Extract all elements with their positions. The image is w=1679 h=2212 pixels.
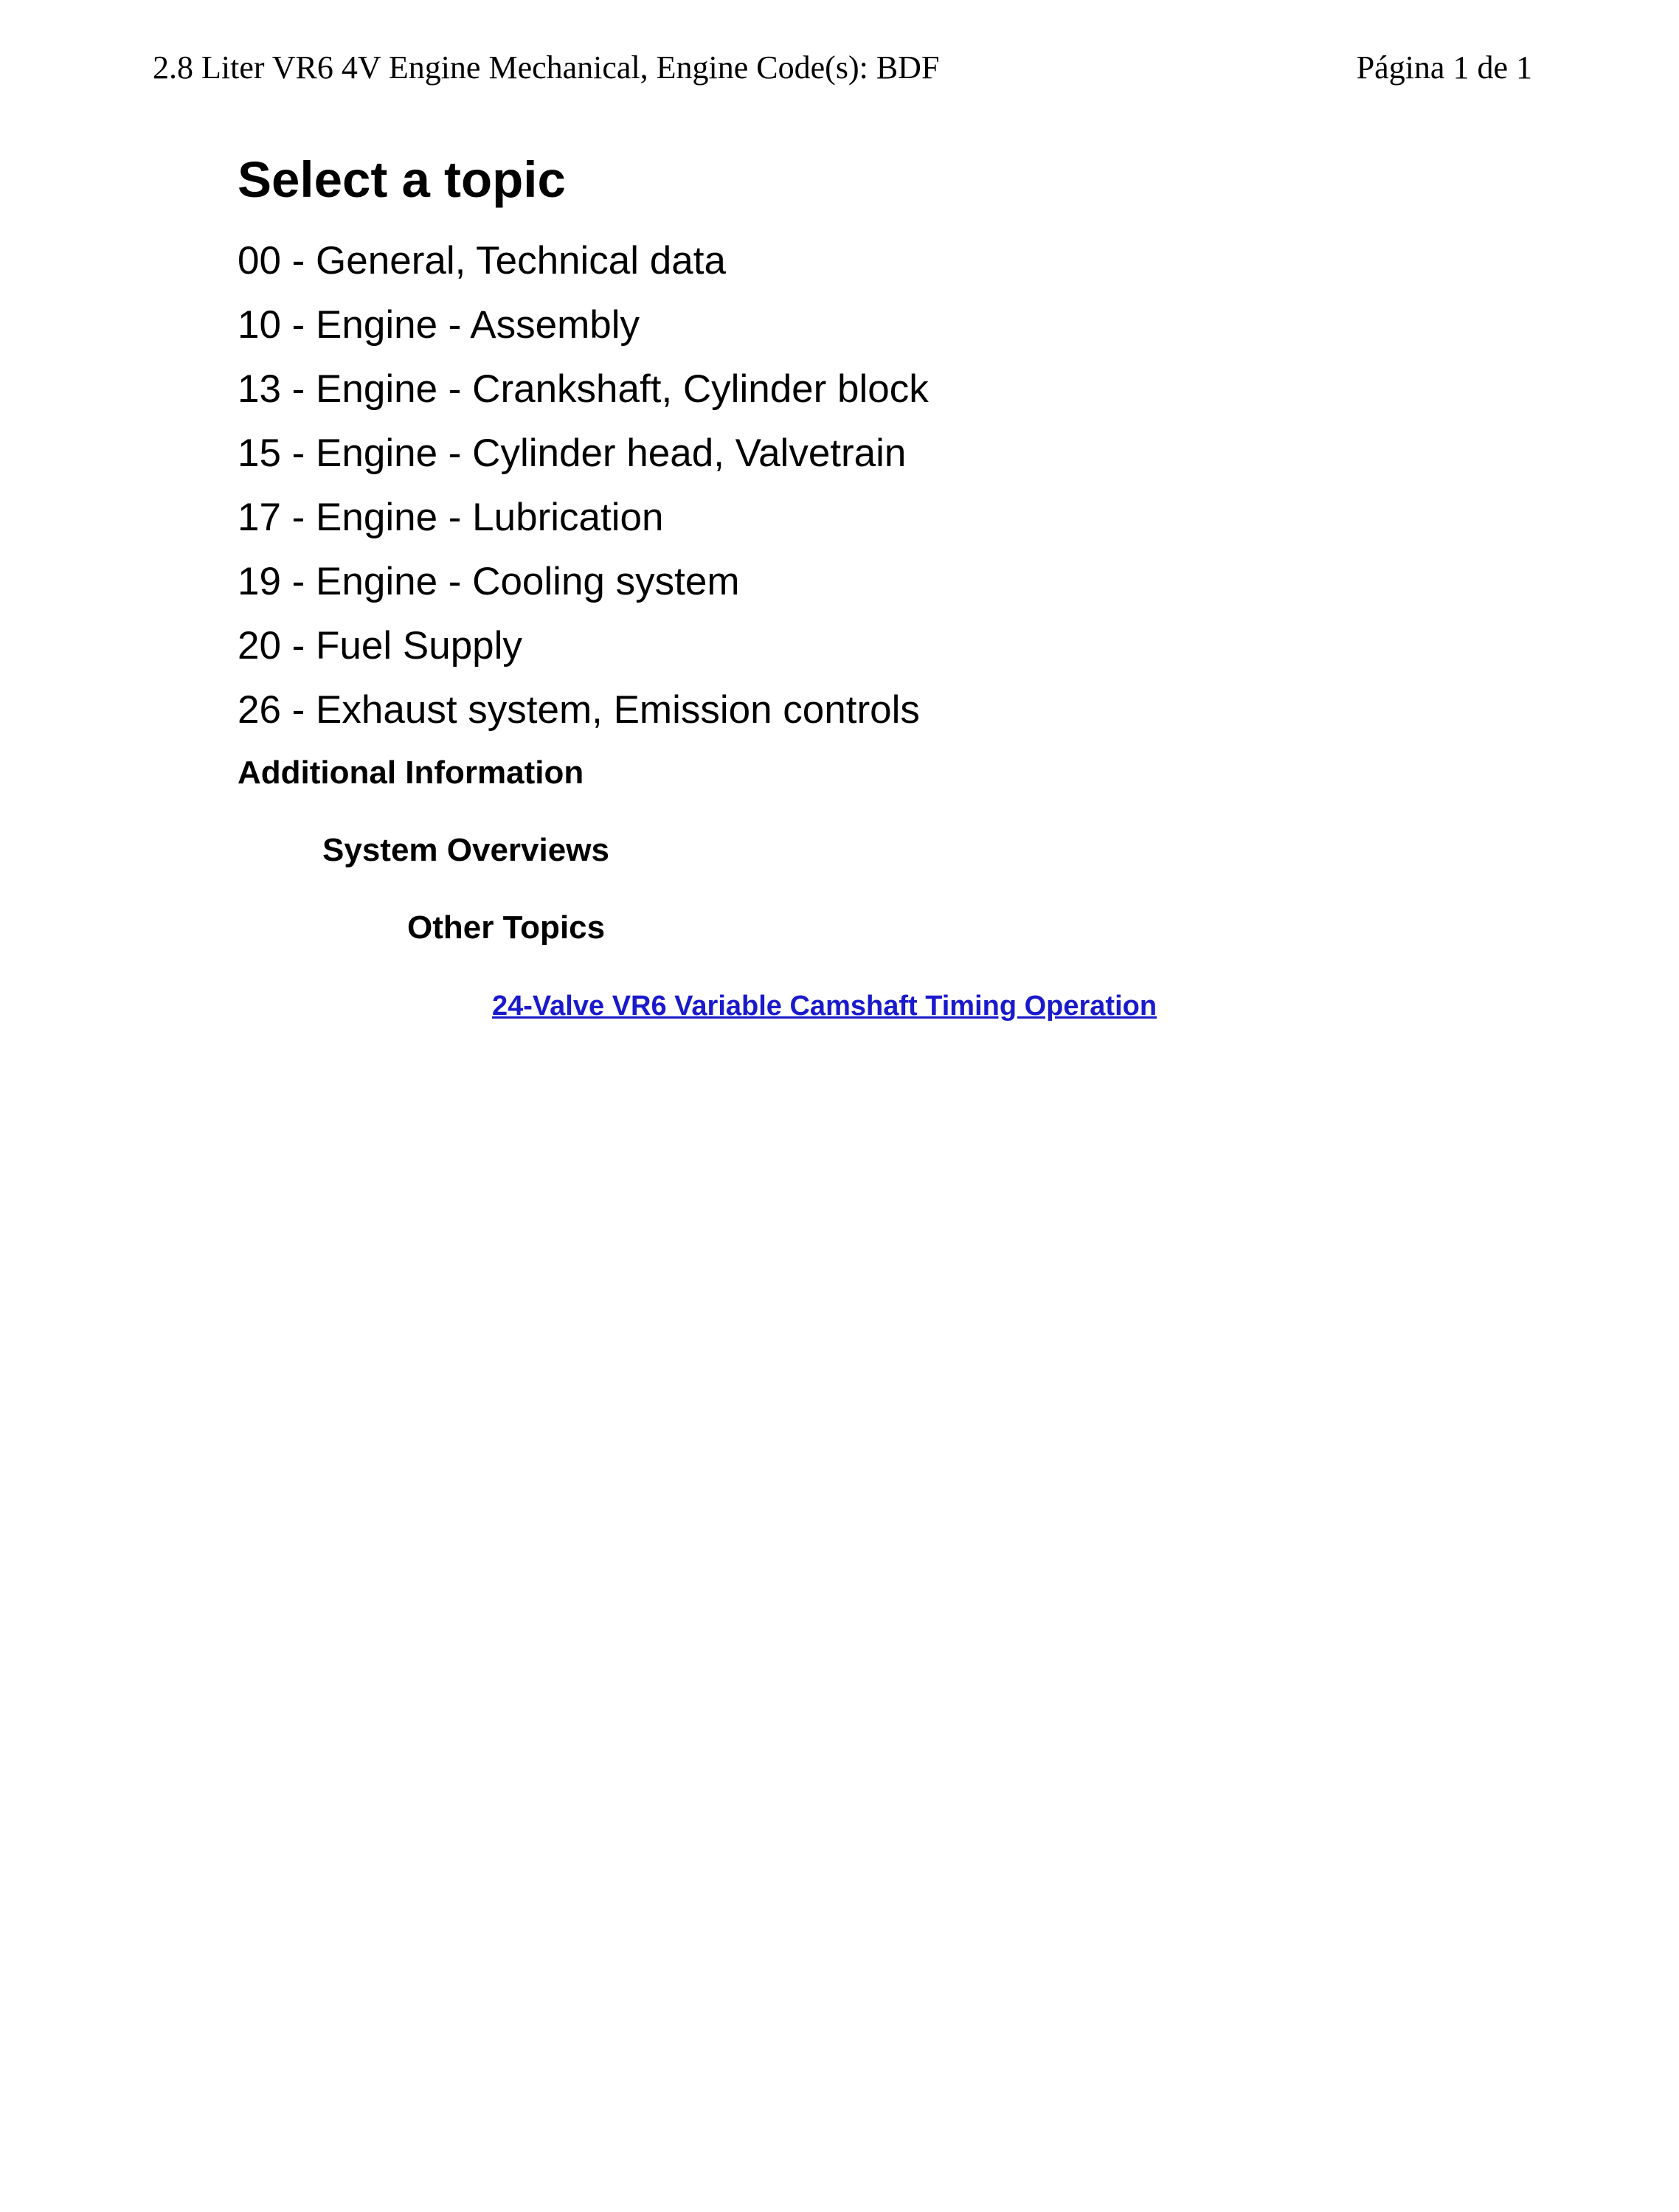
page-header xyxy=(153,46,1532,90)
vvt-operation-link[interactable]: 24-Valve VR6 Variable Camshaft Timing Operation xyxy=(492,991,1157,1022)
topic-item-26[interactable]: 26 - Exhaust system, Emission controls xyxy=(238,688,920,732)
topic-item-17[interactable]: 17 - Engine - Lubrication xyxy=(238,496,664,539)
document-title: 2.8 Liter VR6 4V Engine Mechanical, Engine Code(s): BDF xyxy=(153,49,940,86)
topic-item-19[interactable]: 19 - Engine - Cooling system xyxy=(238,560,740,603)
topic-list xyxy=(238,229,1492,742)
additional-information-heading: Additional Information xyxy=(238,755,584,791)
topic-item-15[interactable]: 15 - Engine - Cylinder head, Valvetrain xyxy=(238,431,907,475)
link-row xyxy=(492,985,1492,1033)
main-content xyxy=(238,145,1492,1033)
topic-item-20[interactable]: 20 - Fuel Supply xyxy=(238,624,522,668)
other-topics-heading: Other Topics xyxy=(407,909,606,946)
system-overviews-heading: System Overviews xyxy=(322,832,609,868)
page-title: Select a topic xyxy=(238,151,566,208)
topic-item-10[interactable]: 10 - Engine - Assembly xyxy=(238,303,640,347)
page-indicator: Página 1 de 1 xyxy=(1356,49,1532,86)
topic-item-00[interactable]: 00 - General, Technical data xyxy=(238,239,726,282)
topic-item-13[interactable]: 13 - Engine - Crankshaft, Cylinder block xyxy=(238,367,929,411)
